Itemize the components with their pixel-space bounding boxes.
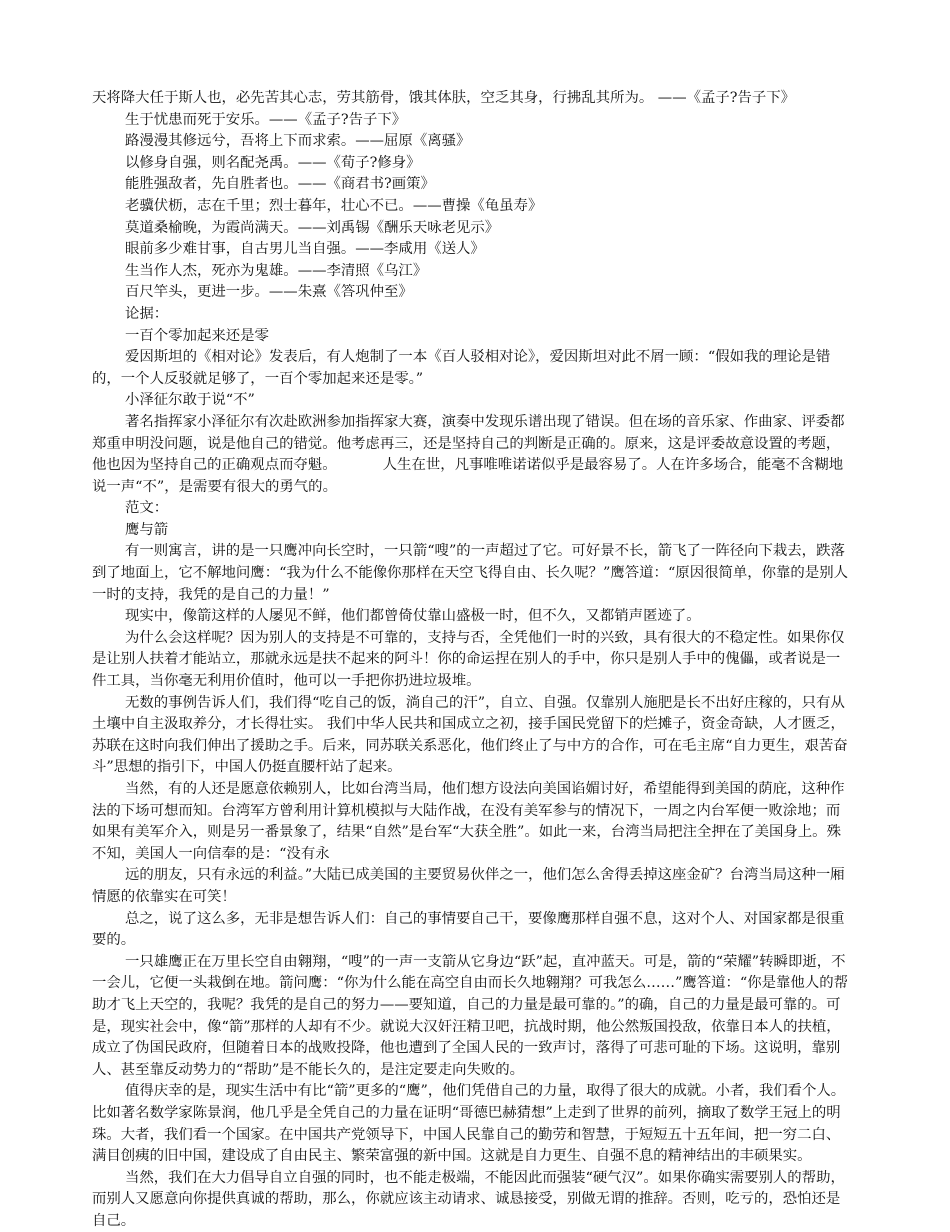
evidence-heading: 论据：	[125, 305, 169, 322]
essay-paragraph: 值得庆幸的是，现实生活中有比“箭”更多的“鹰”，他们凭借自己的力量，取得了很大的成就。小者，我们看个人。比如著名数学家陈景润，他几乎是全凭自己的力量在证明“哥德巴赫猜想”上走到了世界的前列，摘取了数学王冠上的明珠。大者，我们看一个国家。在中国共产党领导下，中国人民靠自己的勤劳和智慧，于短短五十五年间，把一穷二白、满目创痍的旧中国，建设成了自由民主、繁荣富强的新中国。这就是自力更生、自强不息的精神结出的丰硕果实。	[92, 1083, 846, 1165]
document-page	[92, 88, 854, 1232]
quote-line: 天将降大任于斯人也，必先苦其心志，劳其筋骨，饿其体肤，空乏其身，行拂乱其所为。 ——《孟子?告子下》	[92, 90, 796, 106]
essay-paragraph: 远的朋友，只有永远的利益。”大陆已成美国的主要贸易伙伴之一，他们怎么舍得丢掉这座金矿？台湾当局这种一厢情愿的依靠实在可笑！	[92, 867, 845, 905]
quote-line: 以修身自强，则名配尧禹。——《荀子?修身》	[125, 154, 421, 171]
evidence-body	[92, 412, 854, 498]
quote-line: 百尺竿头，更进一步。——朱熹《答巩仲至》	[125, 284, 413, 301]
evidence-title: 一百个零加起来还是零	[125, 327, 269, 344]
quote-line: 莫道桑榆晚，为霞尚满天。——刘禹锡《酬乐天咏老见示》	[125, 219, 500, 236]
essay-paragraph: 当然，有的人还是愿意依赖别人，比如台湾当局，他们想方设法向美国谄媚讨好，希望能得到美国的荫庇，这种作法的下场可想而知。台湾军方曾利用计算机模拟与大陆作战，在没有美军参与的情况下，一周之内台军便一败涂地；而如果有美军介入，则是另一番景象了，结果“自然”是台军“大获全胜”。如此一来，台湾当局把注全押在了美国身上。殊不知，美国人一向信奉的是：“没有永	[92, 781, 845, 862]
evidence-body: 爱因斯坦的《相对论》发表后，有人炮制了一本《百人驳相对论》，爱因斯坦对此不屑一顾：“假如我的理论是错的，一个人反驳就足够了，一百个零加起来还是零。”	[92, 349, 831, 387]
evidence-body-part: 著名指挥家小泽征尔有次赴欧洲参加指挥家大赛，演奏中发现乐谱出现了错误。但在场的音乐家、作曲家、评委都郑重申明没问题，说是他自己的错觉。他考虑再三，还是坚持自己的判断是正确的。原来，这是评委故意设置的考题，他也因为坚持自己的正确观点而夺魁。	[92, 413, 845, 474]
essay-paragraph: 当然，我们在大力倡导自立自强的同时，也不能走极端，不能因此而强装“硬气汉”。如果你确实需要别人的帮助，而别人又愿意向你提供真诚的帮助，那么，你就应该主动请求、诚恳接受，别做无谓的推辞。否则，吃亏的，恐怕还是自己。	[92, 1169, 845, 1229]
quote-line: 路漫漫其修远兮，吾将上下而求索。——屈原《离骚》	[125, 133, 471, 150]
essay-paragraph: 有一则寓言，讲的是一只鹰冲向长空时，一只箭“嗖”的一声超过了它。可好景不长，箭飞了一阵径向下栽去，跌落到了地面上，它不解地问鹰：“我为什么不能像你那样在天空飞得自由、长久呢？”鹰答道：“原因很简单，你靠的是别人一时的支持，我凭的是自己的力量！”	[92, 543, 848, 603]
essay-paragraph: 无数的事例告诉人们，我们得“吃自己的饭，淌自己的汗”，自立、自强。仅靠别人施肥是长不出好庄稼的，只有从土壤中自主汲取养分，才长得壮实。 我们中华人民共和国成立之初，接手国民党留下的烂摊子，资金奇缺，人才匮乏，苏联在这时向我们伸出了援助之手。后来，同苏联关系恶化，他们终止了与中方的合作，可在毛主席“自力更生，艰苦奋斗”思想的指引下，中国人仍挺直腰杆站了起来。	[92, 694, 848, 776]
essay-heading: 范文：	[125, 500, 169, 517]
essay-paragraph: 现实中，像箭这样的人屡见不鲜，他们都曾倚仗靠山盛极一时，但不久，又都销声匿迹了。	[125, 608, 701, 625]
quote-line: 生于忧患而死于安乐。——《孟子?告子下》	[125, 111, 407, 128]
quote-line: 能胜强敌者，先自胜者也。——《商君书?画策》	[125, 176, 435, 193]
evidence-title: 小泽征尔敢于说“不”	[125, 392, 255, 409]
quote-line: 老骥伏枥，志在千里；烈士暮年，壮心不已。——曹操《龟虽寿》	[125, 197, 543, 214]
essay-paragraph: 总之，说了这么多，无非是想告诉人们：自己的事情要自己干，要像鹰那样自强不息，这对个人、对国家都是很重要的。	[92, 910, 845, 949]
essay-title: 鹰与箭	[125, 521, 169, 538]
quote-line: 眼前多少难甘事，自古男儿当自强。——李咸用《送人》	[125, 241, 485, 258]
essay-paragraph: 一只雄鹰正在万里长空自由翱翔，“嗖”的一声一支箭从它身边“跃”起，直冲蓝天。可是，箭的“荣耀”转瞬即逝，不一会儿，它便一头栽倒在地。箭问鹰：“你为什么能在高空自由而长久地翱翔？可我怎么……”鹰答道：“你是靠他人的帮助才飞上天空的，我呢？我凭的是自己的努力——要知道，自己的力量是最可靠的。”的确，自己的力量是最可靠的。可是，现实社会中，像“箭”那样的人却有不少。就说大汉奸汪精卫吧，抗战时期，他公然叛国投敌，依靠日本人的扶植，成立了伪国民政府，但随着日本的战败投降，他也遭到了全国人民的一致声讨，落得了可悲可耻的下场。这说明，靠别人、甚至靠反动势力的“帮助”是不能长久的，是注定要走向失败的。	[92, 953, 848, 1078]
quote-line: 生当作人杰，死亦为鬼雄。——李清照《乌江》	[125, 262, 428, 279]
essay-paragraph: 为什么会这样呢？因为别人的支持是不可靠的，支持与否，全凭他们一时的兴致，具有很大的不稳定性。如果你仅是让别人扶着才能站立，那就永远是扶不起来的阿斗！你的命运捏在别人的手中，你只是别人手中的傀儡，或者说是一件工具，当你毫无利用价值时，他可以一手把你扔进垃圾堆。	[92, 629, 845, 690]
evidence-body-part: 人生在世，凡事唯唯诺诺似乎是最容易了。人在许多场合，能毫不含糊地说一声“不”，是需要有很大的勇气的。	[92, 457, 844, 495]
